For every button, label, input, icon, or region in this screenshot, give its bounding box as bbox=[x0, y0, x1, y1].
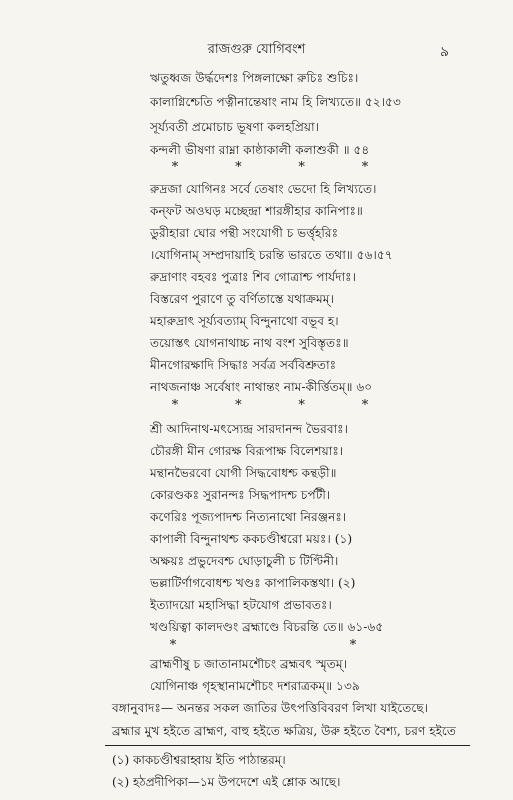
footnote: (২) হঠপ্রদীপিকা—১ম উপদেশে এই শ্লোক আছে। bbox=[112, 775, 341, 789]
star: * bbox=[361, 160, 369, 175]
verse-line: তয়োস্তৎ যোগনাথাচ্চ নাথ বংশ সুবিস্তৃতঃ॥ bbox=[150, 336, 349, 350]
star: * bbox=[169, 638, 177, 653]
verse-line: অক্ষয়ঃ প্রভুদেবশ্চ ঘোড়াচুলী চ টিণ্টিনী। bbox=[150, 554, 339, 568]
verse-line: ব্রাহ্মণীষু চ জাতানামশৌচং ব্রহ্মবৎ স্মৃতম্। bbox=[150, 657, 348, 671]
verse-line: চৌরঙ্গী মীন গোরক্ষ বিরূপাক্ষ বিলেশয়াঃ। bbox=[150, 444, 344, 458]
verse-line: ইত্যাদয়ো মহাসিদ্ধা হটযোগ প্রভাবতঃ। bbox=[150, 598, 332, 612]
verse-line: মীনগোরক্ষাদি সিদ্ধাঃ সর্বত্র সর্ববিশ্রুতাঃ bbox=[150, 358, 337, 372]
verse-line: ভল্লাটির্ণাগবোধশ্চ খণ্ডঃ কাপালিকস্তথা। (২) bbox=[150, 576, 356, 590]
verse-line: যোগিনাঞ্চ গৃহস্থানামশৌচং দশরাত্রকম্॥ ১৩৯ bbox=[150, 679, 360, 693]
verse-line: ।যোগিনাম্ সম্প্রদায়াহি চরন্তি ভারতে তথা॥ ৫৬।৫৭ bbox=[150, 248, 393, 262]
star: * bbox=[349, 638, 357, 653]
star: * bbox=[171, 398, 179, 413]
verse-line: মহারুদ্রাৎ সূর্য্যবত্যাম্ বিন্দুনাথো বভূব হ। bbox=[150, 314, 339, 328]
verse-line: ডুরীহারা ঘোর পন্থী সংযোগী চ ভর্ত্তৃহরিঃ bbox=[150, 226, 339, 240]
translation-line: ব্রহ্মার মুখ হইতে ব্রাহ্মণ, বাহু হইতে ক্ষত্রিয়, উরু হইতে বৈশ্য, চরণ হইতে bbox=[112, 724, 456, 738]
verse-line: রুদ্রাণাং বহবঃ পুত্রাঃ শিব গোত্রাশ্চ পার্যদাঃ। bbox=[150, 270, 356, 284]
verse-line: কাপালী বিন্দুনাথশ্চ ককচণ্ডীশ্বরো ময়ঃ। (১) bbox=[150, 532, 353, 546]
page-number: ৯ bbox=[439, 44, 449, 60]
verse-line: কন্দলী ভীষণা রাম্না কাষ্ঠাকালী কলাশুকী ॥ ৫৪ bbox=[150, 143, 370, 157]
verse-line: রুদ্রজা যোগিনঃ সর্বে তেষাং ভেদো হি লিখ্যতে। bbox=[150, 182, 377, 196]
running-title: রাজগুরু যোগিবংশ bbox=[207, 42, 306, 57]
verse-line: সূর্য্যবতী প্রমোচাচ ভূষণা কলহপ্রিয়া। bbox=[150, 120, 319, 134]
verse-line: খণ্ডয়িত্বা কালদণ্ডং ব্রহ্মাণ্ডে বিচরন্তি তে॥ ৬১-৬৫ bbox=[150, 620, 384, 634]
star-separator bbox=[170, 160, 370, 175]
verse-line: নাথজনাঞ্চ সর্বেষাং নাথান্তং নাম-কীৰ্ত্তিতম্॥ ৬০ bbox=[150, 380, 373, 394]
star-separator bbox=[168, 638, 358, 653]
star: * bbox=[171, 160, 179, 175]
verse-line: মন্থানভৈরবো যোগী সিদ্ধবোধশ্চ কন্থড়ী॥ bbox=[150, 466, 337, 480]
star: * bbox=[361, 398, 369, 413]
verse-line: কণেরিঃ পূজ্যপাদশ্চ নিত্যনাথো নিরঞ্জনঃ। bbox=[150, 510, 347, 524]
verse-line: বিস্তরেণ পুরাণে তু বর্ণিতাস্তে যথাক্রমম্। bbox=[150, 292, 334, 306]
verse-line: কন্ফট অওঘড় মচ্ছেন্দ্রা শারঙ্গীহার কানিপাঃ॥ bbox=[150, 204, 363, 218]
footnote: (১) কাকচণ্ডীশ্বরাহ্বায় ইতি পাঠান্তরম্। bbox=[112, 753, 286, 767]
translation-line: বঙ্গানুবাদঃ— অনন্তর সকল জাতির উৎপত্তিবিবরণ লিখা যাইতেছে। bbox=[112, 701, 428, 715]
verse-line: কালাগ্নিশ্চেতি পত্নীনান্তেষাং নাম হি লিখ্যতে॥ ৫২।৫৩ bbox=[150, 95, 401, 109]
verse-line: শ্রী আদিনাথ-মৎস্যেন্দ্র সারদানন্দ ভৈরবাঃ। bbox=[150, 422, 349, 436]
verse-line: ঋতুধ্বজ উর্দ্ধদেশঃ পিঙ্গলাক্ষো রুচিঃ শুচিঃ। bbox=[150, 71, 359, 85]
verse-line: কোরণ্ডকঃ সুরানন্দঃ সিদ্ধপাদশ্চ চর্পটী। bbox=[150, 488, 331, 502]
footnote-divider bbox=[105, 745, 470, 746]
star: * bbox=[298, 160, 305, 175]
star: * bbox=[235, 398, 242, 413]
page-header bbox=[0, 40, 513, 60]
star: * bbox=[298, 398, 305, 413]
star: * bbox=[235, 160, 242, 175]
star-separator bbox=[170, 398, 370, 413]
